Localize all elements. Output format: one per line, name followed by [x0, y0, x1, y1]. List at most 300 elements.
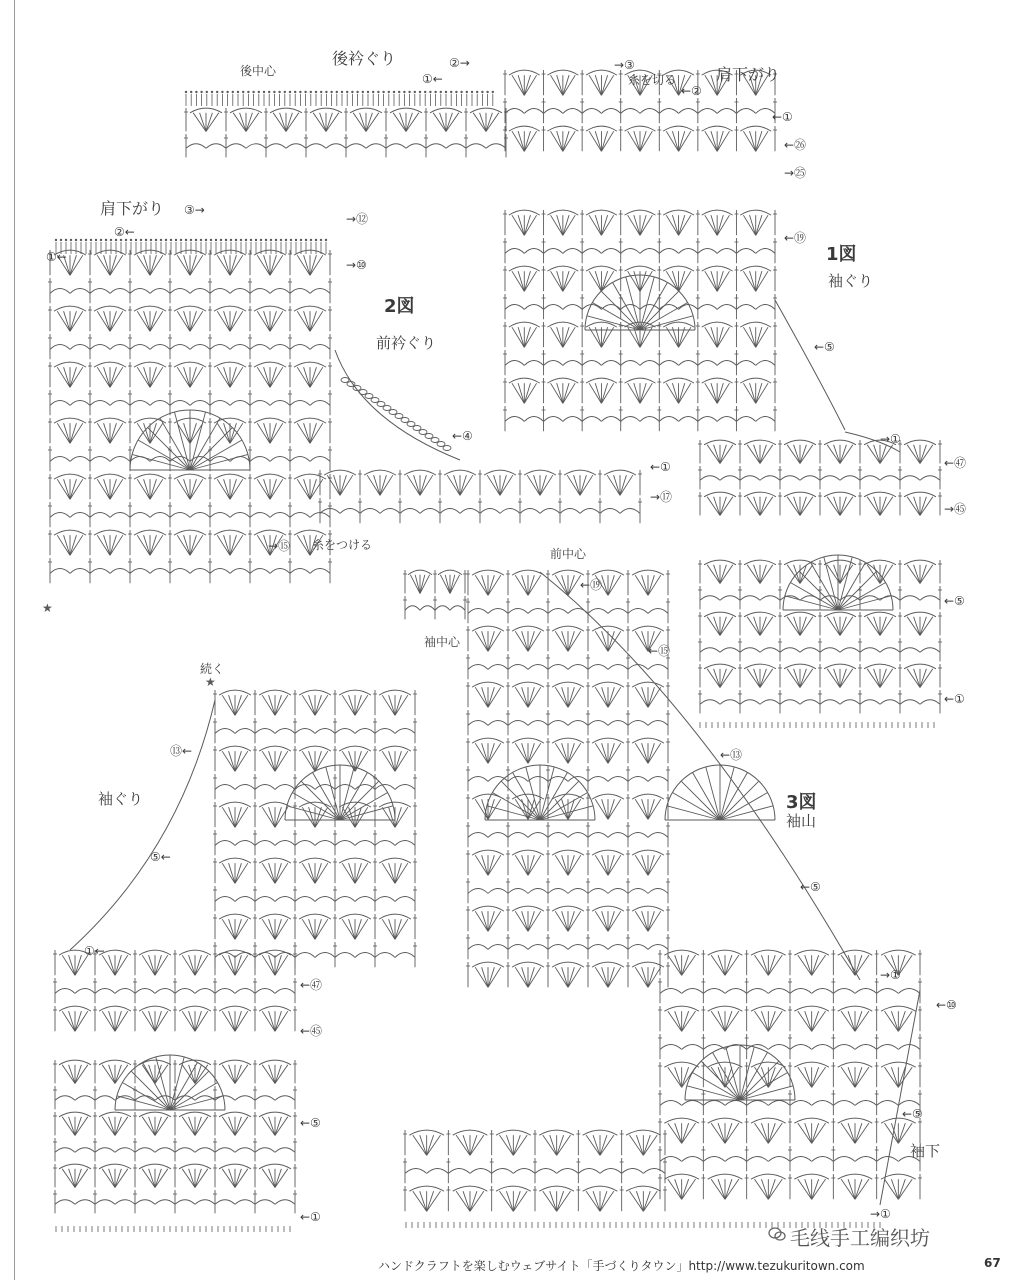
row-marker-1i: ①← — [84, 944, 105, 958]
chain-arc — [500, 509, 520, 514]
shell-top-arc — [904, 664, 936, 669]
shell-top-arc — [539, 1130, 574, 1135]
attach-yarn-label: 糸をつける — [312, 538, 373, 552]
shell-stitch — [743, 271, 755, 291]
shell-top-arc — [625, 126, 656, 131]
shell-stitch — [195, 1065, 201, 1084]
shell-stitch — [750, 131, 756, 151]
chain-arc — [95, 1148, 115, 1153]
shell-stitch — [229, 807, 235, 827]
chain-arc — [235, 989, 255, 994]
shell-stitch — [834, 497, 840, 516]
chain-arc — [468, 889, 488, 894]
shell-stitch — [262, 863, 275, 883]
row-marker-5c: ←⑤ — [800, 880, 821, 894]
chain-arc — [505, 417, 524, 422]
shell-stitch — [557, 1191, 564, 1211]
shell-top-arc — [299, 914, 331, 919]
shell-stitch — [190, 423, 203, 443]
chain-arc — [170, 345, 190, 350]
edge-stitch-dot — [185, 239, 187, 241]
shell-stitch — [524, 383, 536, 403]
shell-stitch — [110, 423, 123, 443]
shell-stitch — [725, 955, 732, 975]
chain-arc — [855, 1045, 877, 1050]
row-marker-45a: →㊺ — [944, 502, 967, 516]
chain-arc — [736, 109, 755, 114]
shell-top-arc — [604, 470, 636, 475]
shell-stitch — [470, 1191, 477, 1211]
shell-stitch — [229, 1065, 235, 1084]
shell-stitch — [563, 383, 575, 403]
chain-arc — [70, 569, 90, 574]
edge-stitch-dot — [382, 91, 384, 93]
shell-stitch — [601, 383, 607, 403]
chain-arc — [717, 249, 736, 254]
shell-top-arc — [708, 1118, 743, 1123]
shell-stitch — [557, 1191, 571, 1211]
chain-arc — [235, 841, 255, 846]
chain-arc — [230, 569, 250, 574]
shell-stitch — [855, 1123, 869, 1143]
shell-stitch — [75, 1169, 81, 1188]
chain-arc — [215, 1200, 235, 1205]
shell-stitch — [867, 497, 880, 516]
shell-top-arc — [539, 1186, 574, 1191]
shell-stitch — [270, 367, 276, 387]
shell-stitch — [217, 367, 230, 387]
shell-stitch — [110, 367, 123, 387]
chain-arc — [528, 721, 548, 726]
shell-stitch — [705, 327, 717, 347]
shell-stitch — [841, 1067, 855, 1087]
shell-top-arc — [547, 210, 578, 215]
edge-stitch-dot — [455, 91, 457, 93]
shell-stitch — [602, 855, 608, 875]
chain-arc — [790, 1045, 812, 1050]
shell-stitch — [855, 1067, 862, 1087]
shell-stitch — [563, 271, 569, 291]
shell-stitch — [470, 1135, 484, 1155]
shell-stitch — [229, 919, 235, 939]
chain-arc — [621, 109, 640, 114]
chain-arc — [588, 665, 608, 670]
shell-stitch — [235, 919, 248, 939]
shell-stitch — [640, 131, 652, 151]
shell-stitch — [270, 423, 283, 443]
chain-arc — [290, 457, 310, 462]
chain-arc — [535, 1169, 557, 1174]
shell-stitch — [551, 215, 563, 235]
chain-arc — [740, 476, 760, 481]
shell-stitch — [427, 1191, 434, 1211]
shell-stitch — [880, 617, 893, 636]
shell-stitch — [395, 807, 401, 827]
shell-stitch — [275, 751, 281, 771]
shell-top-arc — [254, 530, 286, 535]
chain-arc — [255, 897, 275, 902]
shell-stitch — [620, 475, 626, 495]
shell-stitch — [768, 1123, 775, 1143]
shell-stitch — [648, 799, 661, 819]
chain-arc — [660, 989, 682, 994]
shell-stitch — [595, 75, 601, 95]
chain-arc — [210, 401, 230, 406]
chain-arc — [275, 1148, 295, 1153]
chain-arc — [833, 1157, 855, 1162]
sleeve-center-label: 袖中心 — [424, 635, 461, 649]
shell-stitch — [714, 565, 720, 584]
shell-stitch — [668, 1011, 682, 1031]
shell-stitch — [620, 475, 633, 495]
chain-arc — [588, 609, 608, 614]
shell-stitch — [557, 327, 563, 347]
edge-stitch-dot — [486, 91, 488, 93]
shell-stitch — [589, 75, 601, 95]
shell-stitch — [555, 967, 568, 987]
shell-stitch — [551, 271, 563, 291]
shell-stitch — [682, 1179, 689, 1199]
shell-stitch — [714, 617, 720, 636]
shell-stitch — [270, 479, 283, 499]
chain-arc — [682, 1045, 704, 1050]
row-marker-5e: ⑤← — [150, 850, 171, 864]
chain-arc — [659, 361, 678, 366]
shell-stitch — [629, 1135, 643, 1155]
chain-arc — [659, 305, 678, 310]
shell-stitch — [679, 383, 691, 403]
chain-arc — [230, 289, 250, 294]
shell-stitch — [608, 855, 614, 875]
shell-stitch — [840, 445, 853, 464]
edge-stitch-dot — [388, 91, 390, 93]
shell-top-arc — [904, 612, 936, 617]
sleeve-underside-label: 袖下 — [910, 1142, 941, 1160]
shell-stitch — [648, 687, 661, 707]
shell-stitch — [555, 687, 568, 707]
shell-stitch — [257, 255, 270, 275]
shell-stitch — [907, 669, 920, 688]
shell-stitch — [275, 955, 288, 975]
chain-arc — [880, 476, 900, 481]
chain-arc — [295, 897, 315, 902]
shell-top-arc — [547, 70, 578, 75]
chain-arc — [812, 1157, 834, 1162]
chain-arc — [582, 305, 601, 310]
shell-stitch — [595, 215, 601, 235]
shell-top-arc — [864, 492, 896, 497]
shell-stitch — [104, 535, 110, 555]
chain-arc — [833, 1101, 855, 1106]
shell-stitch — [672, 383, 678, 403]
shell-stitch — [648, 911, 654, 931]
shell-stitch — [848, 1179, 855, 1199]
shell-stitch — [184, 535, 190, 555]
chain-arc — [640, 305, 659, 310]
shell-stitch — [230, 535, 243, 555]
sleeve-underside-edge — [880, 990, 920, 1205]
shell-stitch — [310, 255, 323, 275]
edge-stitch-dot — [305, 239, 307, 241]
shell-top-arc — [708, 1062, 743, 1067]
shell-stitch — [557, 1135, 564, 1155]
shell-stitch — [494, 475, 500, 495]
shell-stitch — [269, 919, 275, 939]
edge-stitch-dot — [252, 91, 254, 93]
edge-stitch-dot — [225, 239, 227, 241]
shell-stitch — [518, 383, 524, 403]
shell-stitch — [608, 575, 614, 595]
shell-stitch — [109, 1011, 115, 1031]
shell-stitch — [714, 445, 720, 464]
shell-stitch — [540, 475, 553, 495]
edge-stitch-dot — [299, 91, 301, 93]
shell-stitch — [874, 565, 880, 584]
shell-stitch — [334, 475, 340, 495]
row-marker-2: ②→ — [449, 56, 470, 70]
edge-stitch-dot — [230, 239, 232, 241]
chain-arc — [563, 417, 582, 422]
edge-stitch-dot — [130, 239, 132, 241]
shell-stitch — [309, 919, 315, 939]
shell-stitch — [725, 1011, 739, 1031]
shell-stitch — [262, 1169, 275, 1188]
chain-arc — [679, 361, 698, 366]
chain-arc — [648, 833, 668, 838]
edge-stitch-dot — [268, 91, 270, 93]
shell-top-arc — [824, 440, 856, 445]
chain-arc — [703, 1101, 725, 1106]
shell-stitch — [524, 75, 536, 95]
shell-stitch — [482, 967, 488, 987]
chain-arc — [800, 700, 820, 705]
shell-stitch — [382, 807, 395, 827]
row-marker-25: →㉕ — [784, 166, 807, 180]
shell-top-arc — [54, 362, 86, 367]
shell-stitch — [75, 1065, 81, 1084]
shell-stitch — [515, 687, 528, 707]
edge-stitch-dot — [237, 91, 239, 93]
chain-arc — [270, 401, 290, 406]
shell-top-arc — [259, 1060, 291, 1065]
shell-stitch — [595, 967, 608, 987]
shell-stitch — [635, 799, 648, 819]
shell-stitch — [500, 475, 513, 495]
chain-arc — [760, 476, 780, 481]
shell-stitch — [543, 1191, 557, 1211]
shell-stitch — [528, 911, 534, 931]
shell-stitch — [720, 617, 726, 636]
shell-stitch — [182, 1169, 195, 1188]
shell-top-arc — [708, 1006, 743, 1011]
shell-stitch — [635, 631, 648, 651]
shell-stitch — [557, 215, 563, 235]
shell-stitch — [512, 131, 524, 151]
shell-stitch — [110, 423, 116, 443]
shell-stitch — [563, 327, 569, 347]
chain-arc — [601, 109, 620, 114]
shell-stitch — [102, 1065, 115, 1084]
shell-stitch — [142, 1011, 155, 1031]
shell-stitch — [635, 575, 648, 595]
shell-stitch — [447, 475, 460, 495]
shell-top-arc — [881, 1006, 916, 1011]
shell-stitch — [286, 113, 292, 132]
shell-stitch — [275, 863, 288, 883]
shell-stitch — [855, 1011, 869, 1031]
shell-top-arc — [625, 378, 656, 383]
shell-stitch — [528, 687, 534, 707]
chain-arc — [563, 361, 582, 366]
chain-arc — [135, 1200, 155, 1205]
shell-stitch — [310, 311, 316, 331]
fan-spoke — [174, 412, 190, 470]
shell-stitch — [827, 669, 840, 688]
shell-stitch — [614, 475, 620, 495]
shell-stitch — [190, 311, 203, 331]
shell-stitch — [914, 617, 920, 636]
shell-top-arc — [214, 474, 246, 479]
shell-stitch — [714, 669, 720, 688]
shell-stitch — [880, 669, 893, 688]
chain-arc — [528, 777, 548, 782]
shell-stitch — [563, 131, 569, 151]
shell-stitch — [898, 1011, 912, 1031]
shell-stitch — [224, 479, 230, 499]
shell-stitch — [233, 113, 246, 132]
chain-arc — [812, 1101, 834, 1106]
shell-stitch — [600, 1135, 614, 1155]
shell-stitch — [628, 215, 640, 235]
row-marker-1: ①← — [422, 72, 443, 86]
chain-arc — [756, 361, 775, 366]
shell-stitch — [75, 955, 81, 975]
shell-stitch — [756, 271, 768, 291]
edge-stitch-dot — [481, 91, 483, 93]
chain-arc — [75, 989, 95, 994]
shell-stitch — [756, 215, 762, 235]
shell-stitch — [62, 955, 75, 975]
shell-stitch — [642, 575, 648, 595]
shell-stitch — [315, 863, 328, 883]
chain-arc — [505, 361, 524, 366]
chain-arc — [110, 345, 130, 350]
shell-stitch — [500, 475, 506, 495]
shell-stitch — [884, 1011, 898, 1031]
shell-top-arc — [509, 378, 540, 383]
shell-stitch — [189, 955, 195, 975]
chain-arc — [580, 509, 600, 514]
shell-stitch — [787, 497, 800, 516]
shell-stitch — [262, 1011, 275, 1031]
shell-top-arc — [179, 950, 211, 955]
shell-stitch — [413, 1135, 427, 1155]
chain-arc — [790, 989, 812, 994]
shell-top-arc — [390, 108, 422, 113]
chain-arc — [286, 144, 306, 149]
shell-stitch — [222, 863, 235, 883]
shell-stitch — [475, 911, 488, 931]
chain-arc — [608, 889, 628, 894]
shell-stitch — [349, 919, 355, 939]
shell-stitch — [640, 271, 652, 291]
shell-stitch — [555, 799, 568, 819]
shell-stitch — [315, 695, 328, 715]
shell-top-arc — [740, 126, 771, 131]
shell-stitch — [672, 215, 678, 235]
edge-stitch-dot — [135, 239, 137, 241]
shell-stitch — [150, 367, 156, 387]
chain-arc — [544, 109, 563, 114]
shell-stitch — [70, 367, 76, 387]
chain-arc — [790, 1157, 812, 1162]
fan-spoke — [667, 806, 720, 820]
shell-top-arc — [99, 1006, 131, 1011]
shell-stitch — [275, 807, 281, 827]
shell-stitch — [382, 863, 395, 883]
shell-stitch — [313, 113, 326, 132]
chain-arc — [255, 1096, 275, 1101]
shell-stitch — [389, 919, 395, 939]
shell-stitch — [920, 445, 933, 464]
shell-stitch — [640, 383, 652, 403]
shell-stitch — [57, 311, 70, 331]
shell-stitch — [69, 1117, 75, 1136]
shell-stitch — [589, 271, 601, 291]
shell-stitch — [720, 669, 733, 688]
shell-stitch — [75, 1011, 88, 1031]
shell-top-arc — [134, 306, 166, 311]
shell-stitch — [768, 1179, 782, 1199]
shell-top-arc — [259, 858, 291, 863]
shell-stitch — [705, 271, 717, 291]
shell-stitch — [309, 807, 315, 827]
shell-top-arc — [509, 210, 540, 215]
edge-stitch-dot — [290, 239, 292, 241]
shell-stitch — [855, 955, 862, 975]
chain-arc — [335, 785, 355, 790]
chain-arc — [548, 889, 568, 894]
shell-stitch — [257, 367, 270, 387]
shell-stitch — [747, 445, 760, 464]
shell-top-arc — [751, 1006, 786, 1011]
shell-stitch — [230, 479, 236, 499]
shell-stitch — [761, 1011, 768, 1031]
edge-stitch-dot — [445, 91, 447, 93]
shell-stitch — [568, 575, 574, 595]
shell-top-arc — [230, 108, 262, 113]
shell-stitch — [718, 955, 725, 975]
chain-arc — [628, 889, 648, 894]
chain-arc — [55, 1200, 75, 1205]
shell-stitch — [410, 575, 420, 594]
chain-arc — [230, 457, 250, 462]
edge-stitch-dot — [341, 91, 343, 93]
chain-arc — [640, 109, 659, 114]
chain-arc — [740, 648, 760, 653]
shell-stitch — [711, 383, 717, 403]
chain-arc — [588, 889, 608, 894]
shell-stitch — [475, 743, 488, 763]
chain-arc — [355, 953, 375, 958]
shell-stitch — [805, 1179, 812, 1199]
shell-stitch — [601, 131, 607, 151]
shell-stitch — [222, 1169, 235, 1188]
shell-stitch — [382, 695, 395, 715]
shell-stitch — [840, 565, 853, 584]
edge-stitch-dot — [320, 91, 322, 93]
shell-top-arc — [864, 612, 896, 617]
